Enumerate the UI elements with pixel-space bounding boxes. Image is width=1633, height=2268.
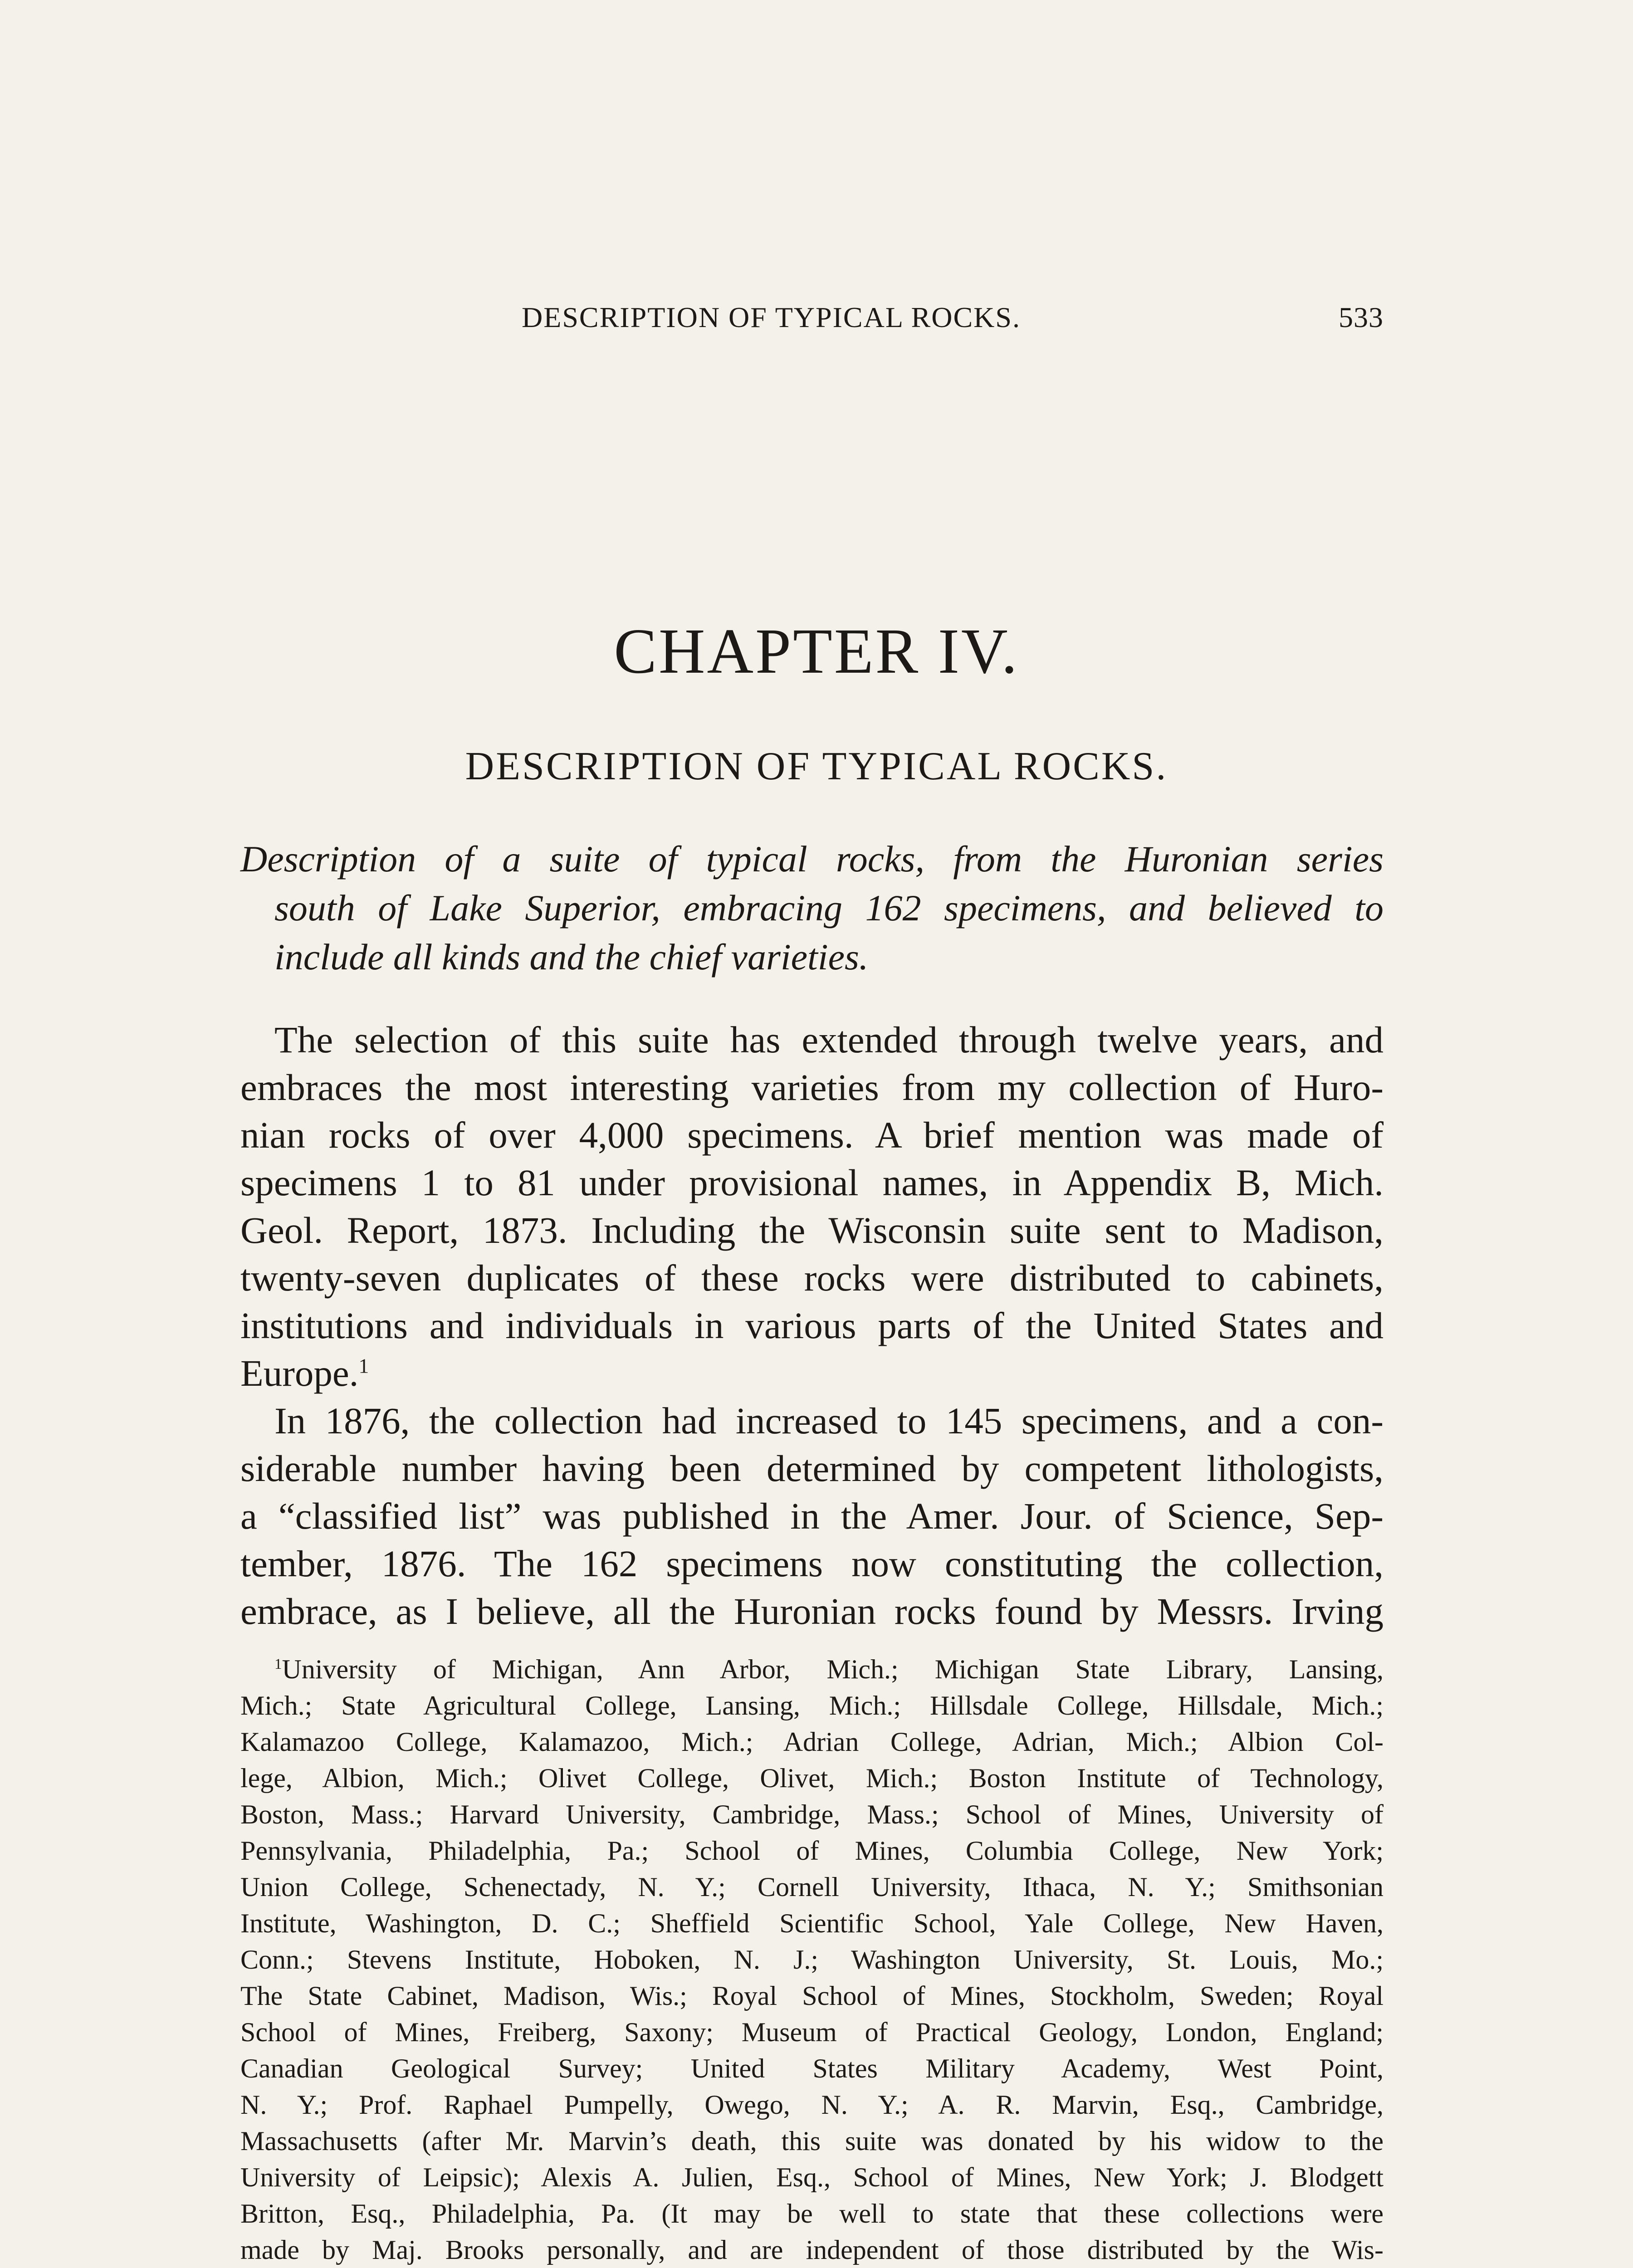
body-text xyxy=(240,1016,1384,1635)
footnote-line: Pennsylvania, Philadelphia, Pa.; School of Mines, Columbia College, New York; xyxy=(240,1836,1384,1866)
body-line: The selection of this suite has extended through twelve years, and xyxy=(274,1019,1384,1061)
footnote-marker: 1 xyxy=(274,1656,282,1672)
page-number: 533 xyxy=(1339,301,1384,333)
footnote-line: Institute, Washington, D. C.; Sheffield Scientific School, Yale College, New Haven, xyxy=(240,1908,1384,1938)
footnote-line: Britton, Esq., Philadelphia, Pa. (It may be well to state that these collections were xyxy=(240,2199,1384,2229)
body-line: In 1876, the collection had increased to 145 specimens, and a con- xyxy=(274,1400,1384,1442)
body-line: a “classified list” was published in the Amer. Jour. of Science, Sep- xyxy=(240,1495,1384,1537)
body-line xyxy=(240,1349,1384,1397)
body-line: twenty-seven duplicates of these rocks were distributed to cabinets, xyxy=(240,1257,1384,1299)
summary-line: include all kinds and the chief varieties. xyxy=(274,936,869,978)
running-head-title: DESCRIPTION OF TYPICAL ROCKS. xyxy=(522,301,1021,333)
body-line: embraces the most interesting varieties from my collection of Huro- xyxy=(240,1066,1384,1108)
footnote xyxy=(240,1651,1384,2268)
body-line: specimens 1 to 81 under provisional names, in Appendix B, Mich. xyxy=(240,1162,1384,1203)
footnote-reference: 1 xyxy=(358,1354,369,1378)
summary-line: Description of a suite of typical rocks, from the Huronian series xyxy=(240,838,1384,880)
chapter-title: CHAPTER IV. xyxy=(614,615,1019,687)
body-line: tember, 1876. The 162 specimens now constituting the collection, xyxy=(240,1543,1384,1584)
footnote-line: University of Leipsic); Alexis A. Julien, Esq., School of Mines, New York; J. Blodgett xyxy=(240,2162,1384,2192)
chapter-summary xyxy=(240,835,1384,982)
footnote-line: Canadian Geological Survey; United States Military Academy, West Point, xyxy=(240,2053,1384,2083)
body-line: Geol. Report, 1873. Including the Wisconsin suite sent to Madison, xyxy=(240,1209,1384,1251)
body-line: embrace, as I believe, all the Huronian rocks found by Messrs. Irving xyxy=(240,1590,1384,1632)
body-line: nian rocks of over 4,000 specimens. A brief mention was made of xyxy=(240,1114,1384,1156)
footnote-line: made by Maj. Brooks personally, and are independent of those distributed by the Wis- xyxy=(240,2235,1384,2265)
footnote-line: Massachusetts (after Mr. Marvin’s death, this suite was donated by his widow to the xyxy=(240,2126,1384,2156)
footnote-line: lege, Albion, Mich.; Olivet College, Olivet, Mich.; Boston Institute of Technology, xyxy=(240,1763,1384,1793)
footnote-line: Conn.; Stevens Institute, Hoboken, N. J.; Washington University, St. Louis, Mo.; xyxy=(240,1945,1384,1975)
summary-line: south of Lake Superior, embracing 162 specimens, and believed to xyxy=(274,887,1384,929)
footnote-line: Union College, Schenectady, N. Y.; Cornell University, Ithaca, N. Y.; Smithsonian xyxy=(240,1872,1384,1902)
footnote-line: School of Mines, Freiberg, Saxony; Museum of Practical Geology, London, England; xyxy=(240,2017,1384,2047)
footnote-line-text: University of Michigan, Ann Arbor, Mich.; Michigan State Library, Lansing, xyxy=(282,1654,1384,1684)
footnote-line: Kalamazoo College, Kalamazoo, Mich.; Adrian College, Adrian, Mich.; Albion Col- xyxy=(240,1727,1384,1757)
body-line-text: Europe. xyxy=(240,1352,359,1394)
footnote-line: Boston, Mass.; Harvard University, Cambridge, Mass.; School of Mines, University of xyxy=(240,1799,1384,1829)
footnote-line: The State Cabinet, Madison, Wis.; Royal School of Mines, Stockholm, Sweden; Royal xyxy=(240,1981,1384,2011)
footnote-line: N. Y.; Prof. Raphael Pumpelly, Owego, N. Y.; A. R. Marvin, Esq., Cambridge, xyxy=(240,2090,1384,2120)
body-line: siderable number having been determined by competent lithologists, xyxy=(240,1447,1384,1489)
footnote-line: Mich.; State Agricultural College, Lansing, Mich.; Hillsdale College, Hillsdale, Mich.; xyxy=(240,1691,1384,1721)
chapter-subtitle: DESCRIPTION OF TYPICAL ROCKS. xyxy=(465,744,1168,788)
body-line: institutions and individuals in various parts of the United States and xyxy=(240,1305,1384,1346)
running-head xyxy=(522,297,1384,338)
footnote-line xyxy=(240,1651,1384,1687)
